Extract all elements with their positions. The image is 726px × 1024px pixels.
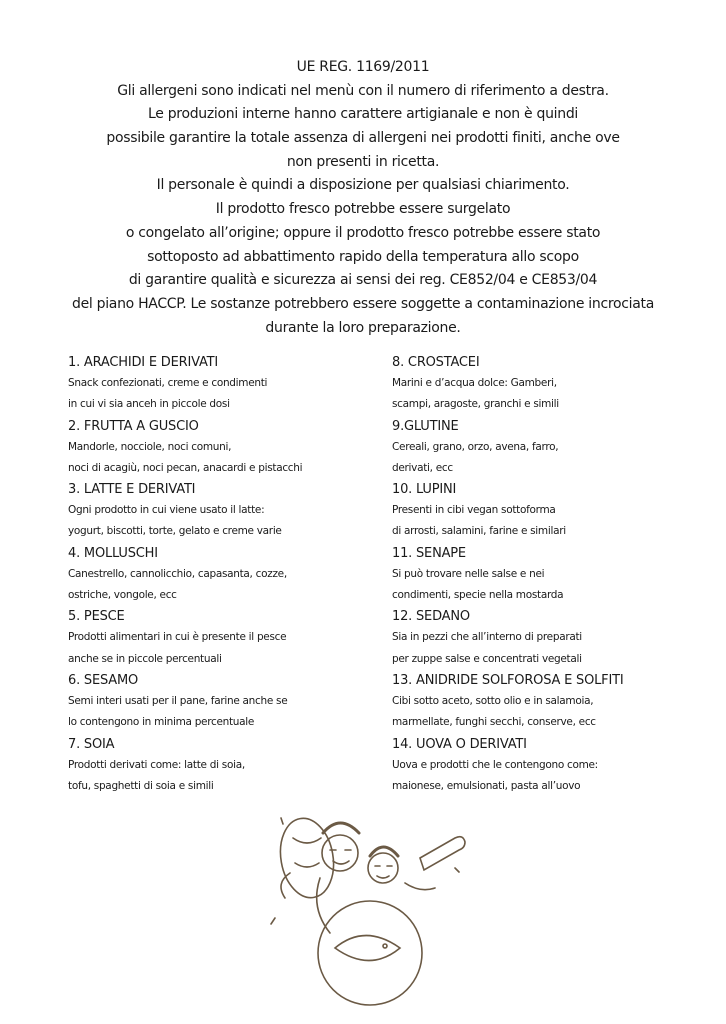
allergen-item bbox=[392, 606, 712, 670]
allergen-description: derivati, ecc bbox=[392, 461, 453, 474]
allergen-description: Ogni prodotto in cui viene usato il latte: bbox=[68, 504, 265, 517]
allergen-description: anche se in piccole percentuali bbox=[68, 652, 222, 665]
intro-line: Gli allergeni sono indicati nel menù con il numero di riferimento a destra. bbox=[117, 82, 609, 99]
allergen-description: lo contengono in minima percentuale bbox=[68, 716, 255, 729]
allergen-description: Prodotti alimentari in cui è presente il pesce bbox=[68, 631, 287, 644]
intro-line: o congelato all’origine; oppure il prodotto fresco potrebbe essere stato bbox=[125, 224, 601, 241]
allergen-item bbox=[392, 479, 712, 543]
allergen-description: tofu, spaghetti di soia e simili bbox=[68, 779, 214, 792]
allergen-title: 12. SEDANO bbox=[392, 609, 470, 625]
allergen-description: Sia in pezzi che all’interno di preparati bbox=[392, 631, 582, 644]
allergen-item bbox=[392, 352, 712, 416]
allergen-item bbox=[68, 734, 388, 798]
allergen-item bbox=[68, 479, 388, 543]
intro-line: di garantire qualità e sicurezza ai sensi dei reg. CE852/04 e CE853/04 bbox=[128, 272, 598, 289]
allergen-item bbox=[392, 734, 712, 798]
allergen-description: maionese, emulsionati, pasta all’uovo bbox=[392, 779, 581, 792]
allergen-description: Canestrello, cannolicchio, capasanta, cozze, bbox=[68, 567, 287, 580]
intro-line: Le produzioni interne hanno carattere artigianale e non è quindi bbox=[148, 106, 578, 123]
intro-line: sottoposto ad abbattimento rapido della temperatura allo scopo bbox=[147, 248, 579, 265]
fish-sketch bbox=[335, 936, 400, 961]
plate-circle bbox=[318, 901, 422, 1005]
allergen-title: 10. LUPINI bbox=[392, 482, 457, 498]
allergen-description: in cui vi sia anceh in piccole dosi bbox=[68, 398, 230, 411]
allergen-description: Si può trovare nelle salse e nei bbox=[392, 567, 545, 580]
allergen-description: per zuppe salse e concentrati vegetali bbox=[392, 652, 582, 665]
allergen-description: ostriche, vongole, ecc bbox=[68, 589, 177, 602]
allergen-title: 8. CROSTACEI bbox=[392, 355, 480, 370]
allergen-description: condimenti, specie nella mostarda bbox=[392, 589, 564, 602]
allergen-item bbox=[392, 543, 712, 607]
allergen-description: Marini e d’acqua dolce: Gamberi, bbox=[392, 377, 557, 389]
allergen-item bbox=[68, 543, 388, 607]
allergen-item bbox=[392, 670, 712, 734]
allergen-list-right bbox=[392, 352, 712, 797]
allergen-description: Cereali, grano, orzo, avena, farro, bbox=[392, 440, 559, 453]
allergen-item bbox=[68, 416, 388, 480]
allergen-item bbox=[68, 352, 388, 416]
allergen-title: 3. LATTE E DERIVATI bbox=[68, 482, 196, 498]
allergen-title: 14. UOVA O DERIVATI bbox=[392, 736, 527, 752]
intro-text bbox=[0, 56, 726, 340]
bottle-sketch bbox=[420, 837, 465, 870]
allergen-description: Prodotti derivati come: latte di soia, bbox=[68, 758, 245, 771]
intro-line: Il prodotto fresco potrebbe essere surgelato bbox=[215, 201, 511, 218]
allergen-description: Uova e prodotti che le contengono come: bbox=[392, 758, 598, 771]
illustration-chefs-sketch bbox=[245, 798, 495, 1008]
allergen-title: 9.GLUTINE bbox=[392, 418, 459, 434]
allergen-title: 1. ARACHIDI E DERIVATI bbox=[68, 355, 219, 370]
allergen-title: 11. SENAPE bbox=[392, 545, 466, 561]
allergen-title: 7. SOIA bbox=[68, 736, 115, 752]
allergen-description: yogurt, biscotti, torte, gelato e creme varie bbox=[68, 525, 282, 538]
allergen-list-left bbox=[68, 352, 388, 797]
intro-line: del piano HACCP. Le sostanze potrebbero essere soggette a contaminazione incrociata bbox=[71, 295, 654, 312]
intro-line: Il personale è quindi a disposizione per qualsiasi chiarimento. bbox=[156, 177, 570, 194]
allergen-title: 4. MOLLUSCHI bbox=[68, 545, 158, 561]
allergen-description: Mandorle, nocciole, noci comuni, bbox=[68, 440, 232, 453]
allergen-item bbox=[392, 416, 712, 480]
allergen-description: di arrosti, salamini, farine e similari bbox=[392, 525, 566, 538]
allergen-title: 13. ANIDRIDE SOLFOROSA E SOLFITI bbox=[392, 672, 624, 688]
allergen-description: scampi, aragoste, granchi e simili bbox=[392, 398, 559, 411]
allergen-title: 5. PESCE bbox=[68, 609, 125, 625]
allergen-description: Presenti in cibi vegan sottoforma bbox=[392, 504, 556, 517]
allergen-description: noci di acagiù, noci pecan, anacardi e pistacchi bbox=[68, 461, 303, 474]
allergen-description: Snack confezionati, creme e condimenti bbox=[68, 377, 268, 389]
allergen-item bbox=[68, 606, 388, 670]
allergen-title: 2. FRUTTA A GUSCIO bbox=[68, 418, 199, 434]
allergen-description: Cibi sotto aceto, sotto olio e in salamoia, bbox=[392, 694, 594, 707]
regulation-title: UE REG. 1169/2011 bbox=[296, 59, 430, 75]
allergen-description: Semi interi usati per il pane, farine anche se bbox=[68, 694, 288, 707]
intro-line: non presenti in ricetta. bbox=[286, 153, 440, 170]
allergen-item bbox=[68, 670, 388, 734]
allergen-description: marmellate, funghi secchi, conserve, ecc bbox=[392, 716, 596, 729]
intro-line: durante la loro preparazione. bbox=[265, 319, 461, 336]
allergen-title: 6. SESAMO bbox=[68, 672, 139, 688]
intro-line: possibile garantire la totale assenza di allergeni nei prodotti finiti, anche ove bbox=[106, 130, 620, 147]
chef-head-left bbox=[322, 835, 358, 871]
